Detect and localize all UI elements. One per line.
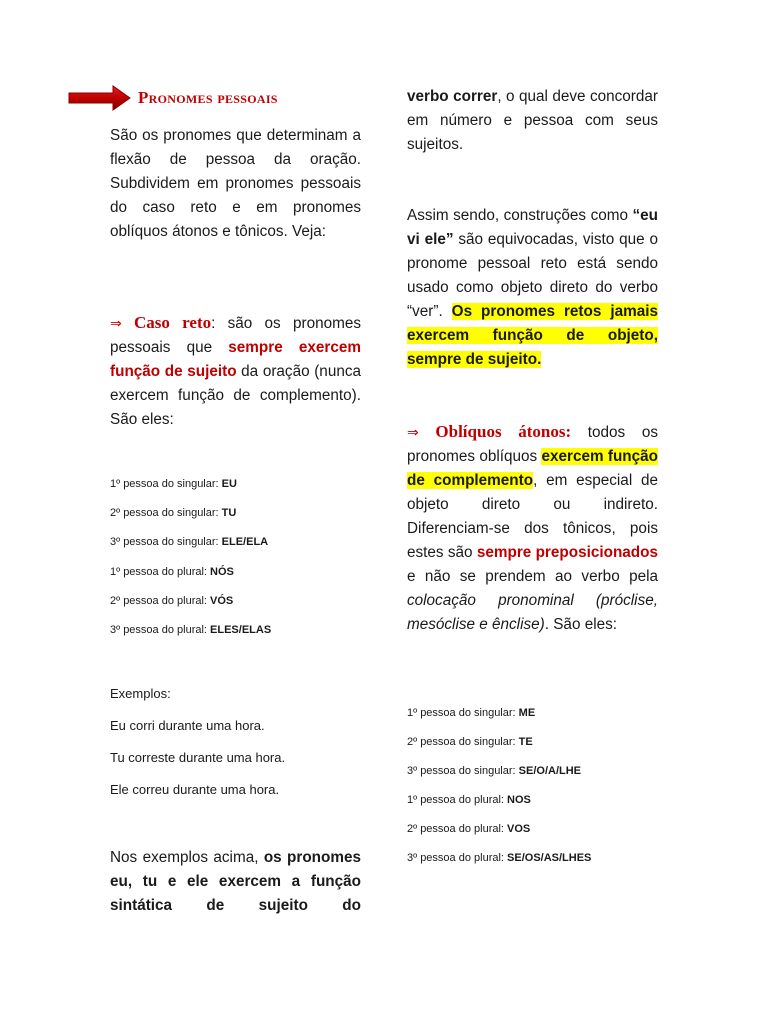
closing-paragraph	[110, 846, 361, 918]
examples-label: Exemplos:	[110, 686, 171, 701]
bold-text: verbo correr	[407, 88, 498, 105]
list-value: NOS	[507, 794, 531, 806]
list-label: 3º pessoa do singular:	[407, 765, 519, 777]
red-arrow-icon	[67, 84, 133, 112]
list-label: 1º pessoa do plural:	[407, 794, 508, 806]
text-run: e não se prendem ao verbo pela	[407, 568, 658, 585]
italic-text: colocação pronominal (próclise, mesóclise e ênclise)	[407, 592, 658, 633]
example-item: Ele correu durante uma hora.	[110, 782, 280, 797]
list-value: ME	[518, 707, 536, 719]
list-item	[110, 565, 361, 579]
example-item: Tu correste durante uma hora.	[110, 750, 286, 765]
text-run: da oração (nunca exercem função de complemento). São eles:	[110, 363, 361, 428]
list-item	[407, 764, 658, 778]
highlight-text: exercem função de complemento	[407, 448, 659, 489]
intro-paragraph: São os pronomes que determinam a flexão de pessoa da oração. Subdividem em pronomes pessoais do caso reto e em pronomes oblíquos átonos e tônicos. Veja:	[110, 127, 361, 240]
list-value: EU	[221, 478, 237, 490]
caso-reto-paragraph	[110, 311, 361, 432]
list-label: 1º pessoa do singular:	[110, 478, 222, 490]
list-label: 1º pessoa do plural:	[110, 566, 211, 578]
assim-paragraph	[407, 204, 658, 372]
implies-arrow-icon: ⇒	[110, 316, 122, 332]
list-value: NÓS	[210, 566, 234, 578]
list-item	[407, 793, 658, 807]
list-label: 3º pessoa do singular:	[110, 536, 222, 548]
bold-text: “eu vi ele”	[407, 207, 658, 248]
list-value: SE/OS/AS/LHES	[507, 852, 592, 864]
list-value: TU	[221, 507, 237, 519]
bold-text: os pronomes eu, tu e ele exercem a função sintática de sujeito do	[110, 849, 361, 914]
list-label: 1º pessoa do singular:	[407, 707, 519, 719]
list-item	[407, 851, 658, 865]
list-label: 3º pessoa do plural:	[407, 852, 508, 864]
implies-arrow-icon: ⇒	[407, 425, 419, 441]
continuation-paragraph	[407, 85, 658, 157]
list-value: SE/O/A/LHE	[518, 765, 581, 777]
example-item: Eu corri durante uma hora.	[110, 718, 265, 733]
text-run: . São eles:	[544, 616, 618, 633]
list-value: VÓS	[210, 595, 234, 607]
list-item	[110, 477, 361, 491]
red-text: sempre preposicionados	[476, 544, 658, 561]
text-run: Nos exemplos acima,	[110, 849, 264, 866]
list-label: 2º pessoa do singular:	[110, 507, 222, 519]
list-item	[110, 594, 361, 608]
text-run: : são os pronomes pessoais que	[110, 315, 361, 356]
list-item	[407, 706, 658, 720]
list-label: 2º pessoa do singular:	[407, 736, 519, 748]
list-item	[110, 535, 361, 549]
highlight-text: sempre exercem função de sujeito	[110, 339, 361, 380]
text-run: , em especial de objeto direto ou indireto. Diferenciam-se dos tônicos, pois estes são	[407, 472, 658, 561]
text-run: são equivocadas, visto que o pronome pessoal reto está sendo usado como objeto direto do verbo “ver”.	[407, 231, 658, 320]
text-run: todos os pronomes oblíquos	[407, 424, 659, 465]
list-label: 2º pessoa do plural:	[110, 595, 211, 607]
list-value: TE	[518, 736, 533, 748]
list-item	[407, 735, 658, 749]
text-run: Assim sendo, construções como	[407, 207, 633, 224]
list-value: ELE/ELA	[221, 536, 269, 548]
caso-reto-term: Caso reto	[134, 313, 212, 332]
page-title: Pronomes pessoais	[138, 88, 278, 107]
list-item	[110, 506, 361, 520]
text-run: , o qual deve concordar em número e pessoa com seus sujeitos.	[407, 88, 658, 153]
obliquos-paragraph	[407, 420, 658, 637]
list-value: VOS	[507, 823, 531, 835]
list-item	[110, 623, 361, 637]
list-label: 3º pessoa do plural:	[110, 624, 211, 636]
list-value: ELES/ELAS	[210, 624, 272, 636]
obliquos-term: Oblíquos átonos:	[435, 422, 572, 441]
list-item	[407, 822, 658, 836]
highlight-text: Os pronomes retos jamais exercem função de objeto, sempre de sujeito.	[407, 303, 658, 368]
list-label: 2º pessoa do plural:	[407, 823, 508, 835]
